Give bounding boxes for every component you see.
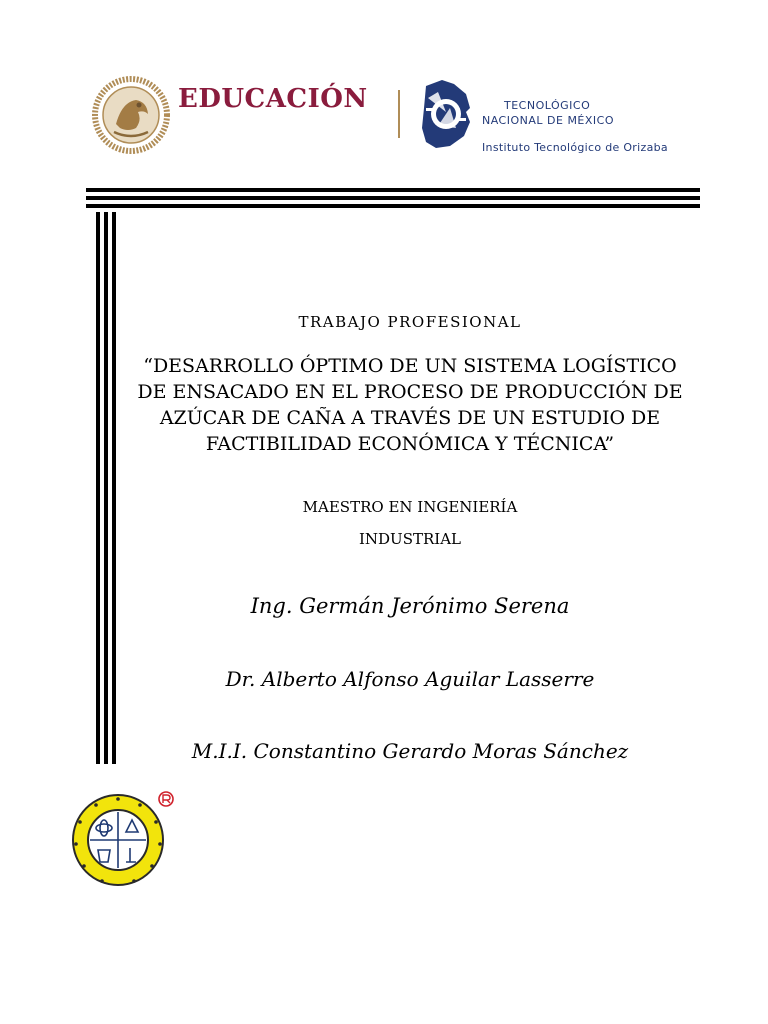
decorative-line (112, 212, 116, 764)
title-line: “DESARROLLO ÓPTIMO DE UN SISTEMA LOGÍSTICO (143, 355, 677, 377)
decorative-line (96, 212, 100, 764)
degree-line1: MAESTRO EN INGENIERÍA (302, 498, 518, 516)
decorative-line (86, 196, 700, 200)
document-type: TRABAJO PROFESIONAL (298, 313, 522, 331)
title-line: DE ENSACADO EN EL PROCESO DE PRODUCCIÓN DE (137, 381, 683, 403)
title-line: FACTIBILIDAD ECONÓMICA Y TÉCNICA” (205, 433, 615, 455)
decorative-line (104, 212, 108, 764)
header-divider (398, 90, 400, 138)
tecnm-logo-icon (420, 78, 472, 150)
advisor-name: Dr. Alberto Alfonso Aguilar Lasserre (225, 667, 595, 691)
ito-seal-icon (60, 790, 178, 888)
ministry-name: EDUCACIÓN (178, 84, 368, 114)
tecnm-name-line1: TECNOLÓGICO (504, 99, 591, 112)
author-name: Ing. Germán Jerónimo Serena (250, 594, 570, 618)
title-line: AZÚCAR DE CAÑA A TRAVÉS DE UN ESTUDIO DE (159, 407, 661, 429)
co-advisor-name: M.I.I. Constantino Gerardo Moras Sánchez (191, 739, 629, 763)
tecnm-name-line2: NACIONAL DE MÉXICO (482, 114, 614, 127)
decorative-line (86, 188, 700, 192)
document-title (120, 353, 700, 457)
mexican-coat-of-arms-icon (92, 76, 170, 154)
decorative-line (86, 204, 700, 208)
degree-line2: INDUSTRIAL (358, 530, 461, 548)
institute-name: Instituto Tecnológico de Orizaba (482, 141, 668, 154)
